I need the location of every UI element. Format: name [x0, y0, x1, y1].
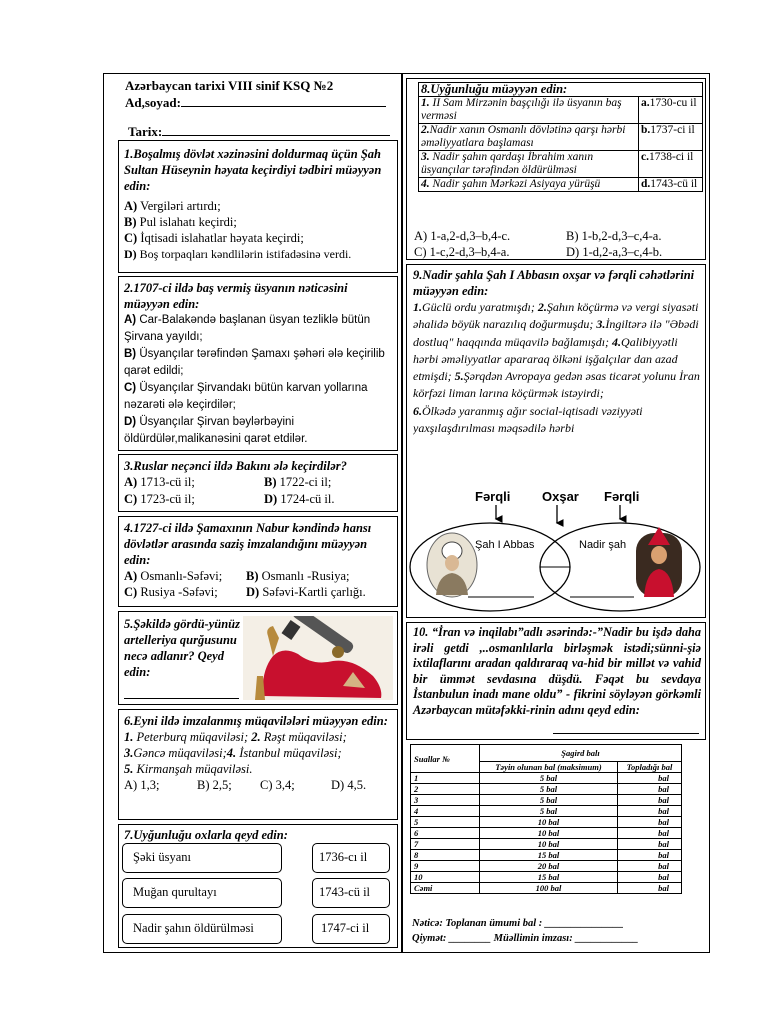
question-8-table-wrap: [418, 82, 703, 192]
table-row: 9 20 bal bal: [411, 861, 682, 872]
table-row: 1. II Sam Mirzənin başçılığı ilə üsyanın baş verməsi a.1730-cu il: [419, 97, 703, 124]
grade-line: Qiymət: ________ Müəllimin imzası: ____________: [412, 933, 639, 944]
option-b[interactable]: B) 2,5;: [197, 778, 232, 792]
table-row: 3 5 bal bal: [411, 795, 682, 806]
match-left-2[interactable]: Muğan qurultayı: [122, 878, 282, 908]
option-b[interactable]: B) Üsyançılar tərəfindən Şamaxı şəhəri ələ keçirilib qarət edildi;: [124, 348, 385, 377]
name-label: Ad,soyad:: [125, 95, 386, 111]
venn-right-label: Nadir şah: [579, 539, 627, 551]
venn-left-head: Fərqli: [475, 489, 511, 504]
match-right-3[interactable]: 1747-ci il: [312, 914, 390, 944]
option-a[interactable]: A) 1713-cü il;: [124, 475, 195, 489]
match-left-1[interactable]: Şəki üsyanı: [122, 843, 282, 873]
option-b[interactable]: B) 1722-ci il;: [264, 475, 332, 489]
table-row: 4. Nadir şahın Mərkəzi Asiyaya yürüşü d.1743-cü il: [419, 178, 703, 192]
option-b[interactable]: B) Pul islahatı keçirdi;: [124, 215, 237, 229]
venn-mid-head: Oxşar: [542, 489, 579, 504]
option-c[interactable]: C) İqtisadi islahatlar həyata keçirdi;: [124, 231, 304, 245]
table-row: 2 5 bal bal: [411, 784, 682, 795]
venn-left-label: Şah I Abbas: [475, 539, 535, 551]
question-8-table: [418, 82, 703, 192]
question-2: [118, 276, 398, 451]
shah-abbas-portrait: [427, 533, 477, 597]
question-4-title: 4.1727-ci ildə Şamaxının Nabur kəndində hansı dövlətlər arasında saziş imzalandığını müəyyən edin:: [124, 521, 372, 567]
question-6: [118, 709, 398, 820]
table-row: Cəmi 100 bal bal: [411, 883, 682, 894]
option-d[interactable]: D) 4,5.: [331, 778, 367, 792]
q8-option-b[interactable]: B) 1-b,2-d,3–c,4-a.: [566, 229, 662, 243]
item-2: 2. Rəşt müqaviləsi;: [251, 730, 347, 744]
question-3-title: 3.Ruslar neçənci ildə Bakını ələ keçirdilər?: [124, 459, 347, 473]
table-row: 2.Nadir xanın Osmanlı dövlətinə qarşı hərbi əməliyyatlara başlaması b.1737-ci il: [419, 124, 703, 151]
table-row: 6 10 bal bal: [411, 828, 682, 839]
table-row: 7 10 bal bal: [411, 839, 682, 850]
table-row: 3. Nadir şahın qardaşı İbrahim xanın üsyançılar tərəfindən öldürülməsi c.1738-ci il: [419, 151, 703, 178]
score-table-wrap: [410, 744, 682, 894]
option-d[interactable]: D) Səfəvi-Kartli çarlığı.: [246, 585, 366, 599]
nadir-shah-portrait: [636, 527, 682, 597]
venn-right-head: Fərqli: [604, 489, 640, 504]
q8-option-c[interactable]: C) 1-c,2-d,3–b,4-a.: [414, 245, 510, 259]
question-3: [118, 454, 398, 512]
question-6-answers: [124, 777, 392, 793]
question-10-text: 10. “İran və inqilabı”adlı əsərində:-”Nadir bu işdə daha irəli getdi ,..osmanlılarla birləşmək istədi;sünni-şiə ixtilaflarını aradan qaldıraraq va-hid bir millət və vahid bir ümmət sevdasına düşdü. Fəqət bu sevdaya İstanbulun inadı mane oldu” - fikrini söyləyən görkəmli Azərbaycan mütəfəkki-rinin adını qeyd edin:: [413, 625, 701, 717]
item-4: 4. İstanbul müqaviləsi;: [226, 746, 342, 760]
q8-option-a[interactable]: A) 1-a,2-d,3–b,4-c.: [414, 229, 511, 243]
table-row: 8 15 bal bal: [411, 850, 682, 861]
option-c[interactable]: C) 3,4;: [260, 778, 295, 792]
option-a[interactable]: A) Vergiləri artırdı;: [124, 199, 221, 213]
question-1-title: 1.Boşalmış dövlət xəzinəsini doldurmaq üçün Şah Sultan Hüseynin həyata keçirdiyi tədbiri müəyyən edin:: [124, 147, 382, 193]
match-left-3[interactable]: Nadir şahın öldürülməsi: [122, 914, 282, 944]
question-9-items: 1.Güclü ordu yaratmışdı; 2.Şahın köçürmə və vergi siyasəti əhalidə böyük narazılıq doğurmuşdu; 3.İngiltərə ilə "Əbədi dostluq" haqqında müqavilə bağlamışdı; 4.Qalibiyyətli hərbi əməliyyatlar apararaq ölkəni işğalçılar dan azad etmişdi; 5.Şərqdən Avropaya gedən əsas ticarət yolunu İran körfəzi liman larına köçürmək istəyirdi; 6.Ölkədə yaranmış ağır social-iqtisadi vəziyyəti yaxşılaşdırılması məqsədilə hərbi: [413, 300, 700, 436]
score-head: Şagird balı: [480, 745, 682, 762]
answer-line[interactable]: [124, 698, 239, 699]
question-7-title: 7.Uyğunluğu oxlarla qeyd edin:: [124, 828, 288, 842]
question-10-answer-line[interactable]: [553, 733, 699, 734]
question-8-title: 8.Uyğunluğu müəyyən edin:: [419, 83, 703, 97]
item-3: 3.Gəncə müqaviləsi;: [124, 746, 227, 760]
date-label: Tarix:: [128, 124, 390, 140]
question-9-title: 9.Nadir şahla Şah I Abbasın oxşar və fərqli cəhətlərini müəyyən edin:: [413, 268, 695, 298]
option-d[interactable]: D) Üsyançılar Şirvan bəylərbəyini öldürdülər,malikanəsini qarət etdilər.: [124, 416, 308, 445]
question-5-title: 5.Şəkildə gördü-yünüz artelleriya qurğusunu necə adlanır? Qeyd edin:: [124, 617, 240, 679]
item-1: 1. Peterburq müqaviləsi;: [124, 730, 249, 744]
question-2-title: 2.1707-ci ildə baş vermiş üsyanın nəticəsini müəyyən edin:: [124, 281, 348, 311]
question-1: [118, 140, 398, 273]
question-3-options: [124, 474, 392, 508]
table-row: 5 10 bal bal: [411, 817, 682, 828]
question-1-options: [124, 198, 392, 262]
option-c[interactable]: C) Üsyançılar Şirvandakı bütün karvan yollarına nəzarəti ələ keçirdilər;: [124, 382, 368, 411]
question-4: [118, 516, 398, 607]
option-a[interactable]: A) 1,3;: [124, 778, 160, 792]
question-9-text: [413, 267, 703, 480]
table-row: 10 15 bal bal: [411, 872, 682, 883]
table-row: 1 5 bal bal: [411, 773, 682, 784]
score-col-got: Topladığı bal: [617, 762, 681, 773]
option-b[interactable]: B) Osmanlı -Rusiya;: [246, 569, 350, 583]
match-right-1[interactable]: 1736-cı il: [312, 843, 390, 873]
table-row: 4 5 bal bal: [411, 806, 682, 817]
result-line: Nəticə: Toplanan ümumi bal : _______________: [412, 918, 624, 929]
option-c[interactable]: C) Rusiya -Səfəvi;: [124, 585, 218, 599]
option-d[interactable]: D) 1724-cü il.: [264, 492, 335, 506]
header-title: Azərbaycan tarixi VIII sinif KSQ №2: [125, 78, 334, 93]
question-2-options: [124, 312, 392, 448]
option-d[interactable]: D) Boş torpaqları kəndlilərin istifadəsinə verdi.: [124, 247, 352, 261]
option-a[interactable]: A) Osmanlı-Səfəvi;: [124, 569, 223, 583]
score-table: [410, 744, 682, 894]
question-4-options: [124, 568, 392, 602]
venn-diagram: [408, 505, 704, 617]
artillery-image: [243, 616, 393, 700]
option-a[interactable]: A) Car-Balakəndə başlanan üsyan tezliklə bütün Şirvana yayıldı;: [124, 314, 371, 343]
score-col-questions: Suallar №: [411, 745, 480, 773]
question-6-title: 6.Eyni ildə imzalanmış müqavilələri müəyyən edin:: [124, 714, 388, 728]
score-col-max: Təyin olunan bal (maksimum): [480, 762, 618, 773]
match-right-2[interactable]: 1743-cü il: [312, 878, 390, 908]
item-5: 5. Kirmanşah müqaviləsi.: [124, 762, 253, 776]
question-6-items: [124, 729, 392, 777]
column-divider: [401, 73, 403, 953]
option-c[interactable]: C) 1723-cü il;: [124, 492, 195, 506]
q8-option-d[interactable]: D) 1-d,2-a,3–c,4-b.: [566, 245, 663, 259]
question-5: [118, 611, 398, 705]
